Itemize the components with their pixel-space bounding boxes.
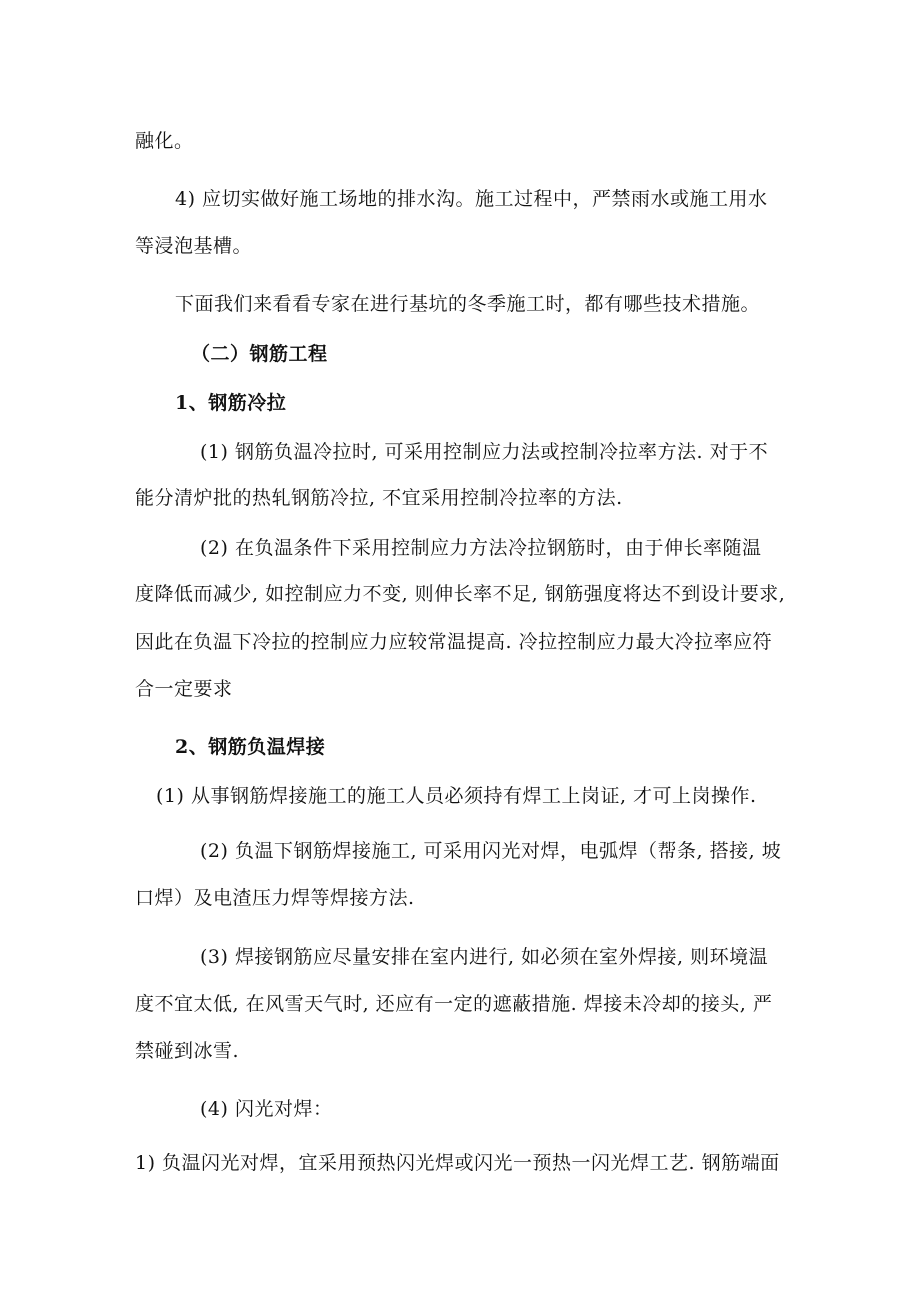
subsection-heading: 1、钢筋冷拉 (175, 392, 287, 414)
paragraph-line: (2) 负温下钢筋焊接施工, 可采用闪光对焊，电弧焊（帮条, 搭接, 坡 (200, 840, 782, 862)
paragraph-line: 下面我们来看看专家在进行基坑的冬季施工时，都有哪些技术措施。 (175, 293, 761, 315)
paragraph-line: 口焊）及电渣压力焊等焊接方法. (135, 887, 415, 909)
section-heading: （二）钢筋工程 (191, 343, 328, 365)
paragraph-line: (3) 焊接钢筋应尽量安排在室内进行, 如必须在室外焊接, 则环境温 (200, 946, 769, 968)
paragraph-line: 合一定要求 (135, 678, 233, 700)
paragraph-line: 度不宜太低, 在风雪天气时, 还应有一定的遮蔽措施. 焊接未冷却的接头, 严 (135, 993, 773, 1015)
paragraph-line: 融化。 (135, 130, 194, 152)
paragraph-line: (1) 从事钢筋焊接施工的施工人员必须持有焊工上岗证, 才可上岗操作. (156, 785, 757, 807)
paragraph-line: 禁碰到冰雪. (135, 1040, 240, 1062)
paragraph-line: 能分清炉批的热轧钢筋冷拉, 不宜采用控制冷拉率的方法. (135, 487, 623, 509)
paragraph-line: 1) 负温闪光对焊，宜采用预热闪光焊或闪光一预热一闪光焊工艺. 钢筋端面 (135, 1152, 780, 1174)
paragraph-line: (4) 闪光对焊： (200, 1098, 333, 1120)
paragraph-line: (1) 钢筋负温冷拉时, 可采用控制应力法或控制冷拉率方法. 对于不 (200, 441, 769, 463)
paragraph-line: 度降低而减少, 如控制应力不变, 则伸长率不足, 钢筋强度将达不到设计要求, (135, 583, 786, 605)
paragraph-line: 等浸泡基槽。 (135, 235, 253, 257)
subsection-heading: 2、钢筋负温焊接 (175, 736, 326, 758)
paragraph-line: 4) 应切实做好施工场地的排水沟。施工过程中，严禁雨水或施工用水 (175, 188, 768, 210)
paragraph-line: (2) 在负温条件下采用控制应力方法冷拉钢筋时，由于伸长率随温 (200, 537, 762, 559)
paragraph-line: 因此在负温下冷拉的控制应力应较常温提高. 冷拉控制应力最大冷拉率应符 (135, 631, 773, 653)
